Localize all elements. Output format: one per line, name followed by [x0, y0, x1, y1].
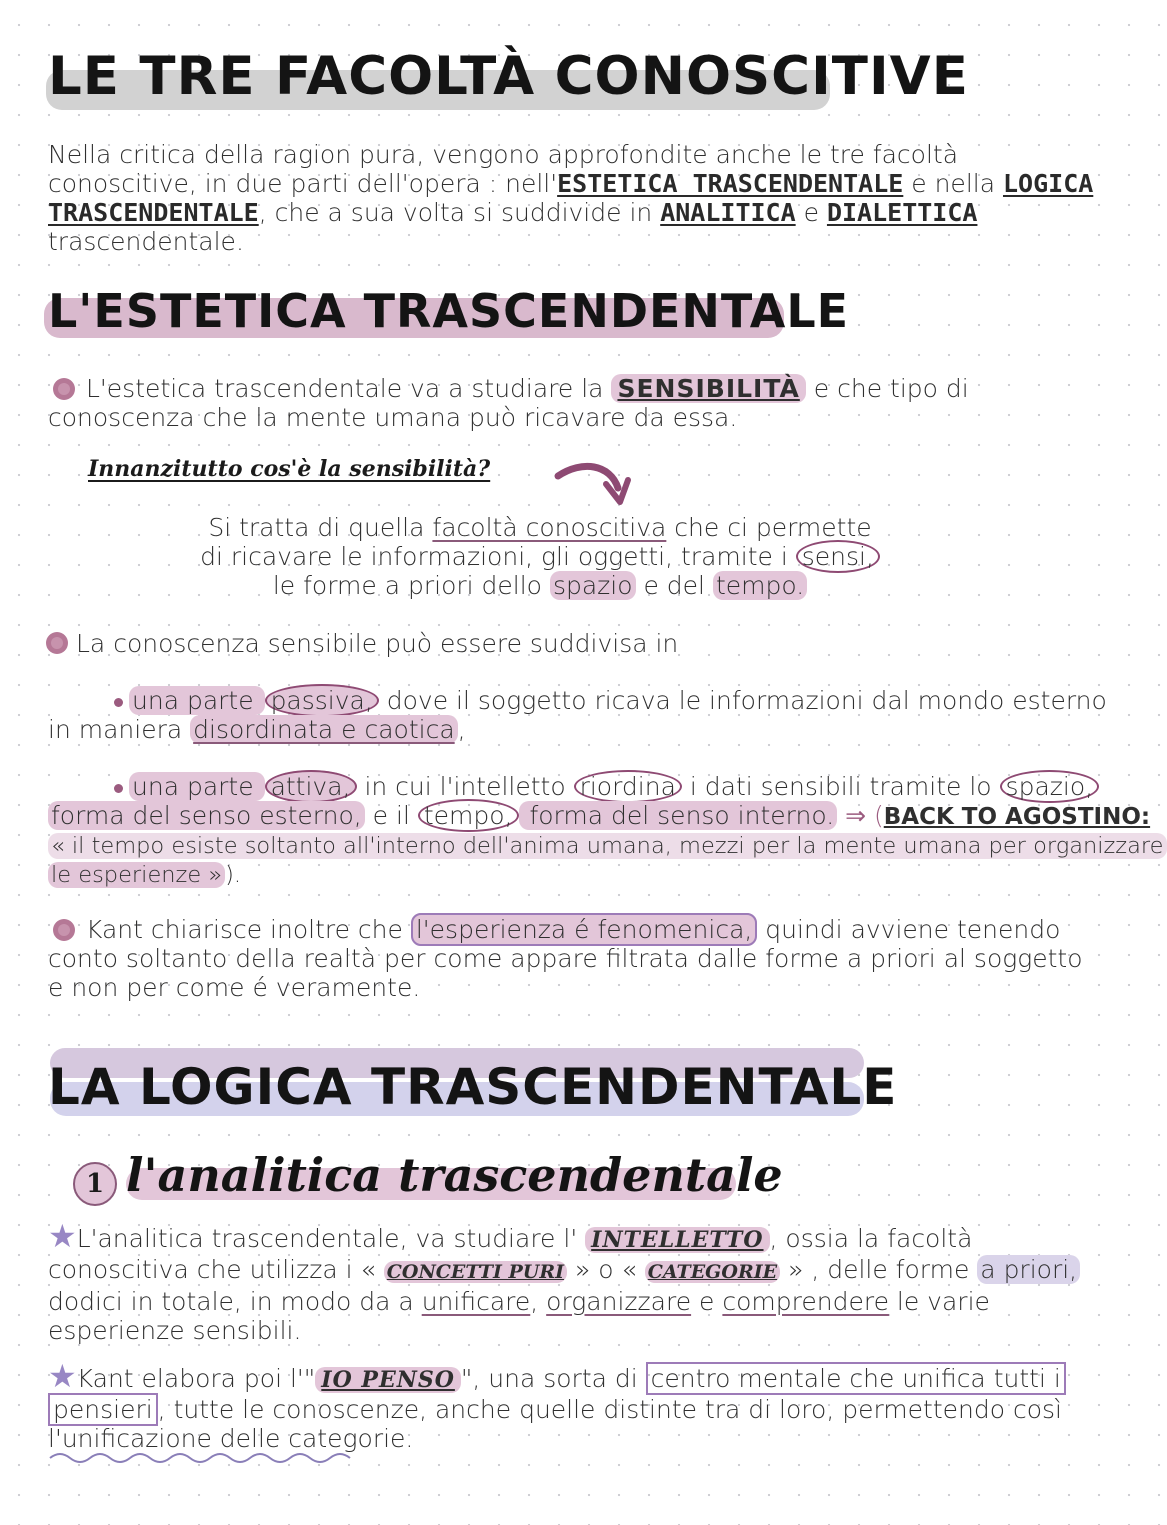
centro-mentale-box: centro mentale che unifica tutti i — [646, 1362, 1066, 1395]
tempo-circled: tempo, — [418, 799, 519, 832]
star-icon: ★ — [48, 1217, 77, 1255]
intro-line-4: trascendentale. — [48, 227, 244, 256]
bullet-icon — [46, 632, 68, 654]
estetica-heading: L'ESTETICA TRASCENDENTALE — [48, 284, 850, 338]
term-dialettica: DIALETTICA — [826, 198, 978, 227]
spazio-circled: spazio, — [1000, 770, 1100, 803]
sensibilita-definition: Si tratta di quella facoltà conoscitiva che ci permette di ricavare le informazioni, gli oggetti, tramite i sensi, le forme a priori dello spazio e del tempo. — [160, 513, 920, 600]
back-to-agostino: BACK TO AGOSTINO: — [883, 804, 1151, 830]
estetica-paragraph-1: L'estetica trascendentale va a studiare la SENSIBILITÀ e che tipo di conoscenza che la mente umana può ricavare da essa. — [48, 374, 969, 432]
term-concetti-puri: CONCETTI PURI — [384, 1261, 567, 1283]
sub-bullet-icon — [114, 698, 123, 707]
facolta-conoscitiva: facoltà conoscitiva — [432, 513, 667, 542]
pensieri-box: pensieri — [48, 1393, 158, 1426]
term-sensibilita: SENSIBILITÀ — [611, 374, 805, 403]
term-trascendentale: TRASCENDENTALE — [48, 198, 259, 227]
attiva-circled: attiva, — [265, 770, 357, 803]
page-title: LE TRE FACOLTÀ CONOSCITIVE — [48, 46, 969, 107]
intro-line-2: conoscitive, in due parti dell'opera : nell'ESTETICA TRASCENDENTALE e nella LOGICA — [48, 169, 1094, 198]
sub-bullet-icon — [114, 784, 123, 793]
sensi-circled: sensi, — [796, 540, 880, 573]
term-intelletto: INTELLETTO — [585, 1227, 769, 1253]
curved-arrow-icon — [552, 458, 632, 508]
question-heading: Innanzitutto cos'è la sensibilità? — [88, 456, 491, 482]
estetica-paragraph-2: La conoscenza sensibile può essere suddivisa in — [76, 629, 679, 658]
section-number-icon: 1 — [73, 1162, 117, 1206]
estetica-paragraph-3: Kant chiarisce inoltre che l'esperienza é fenomenica, quindi avviene tenendo conto soltanto della realtà per come appare filtrata dalle forme a priori al soggetto e non per come é veramente. — [48, 915, 1083, 1002]
riordina-circled: riordina — [574, 770, 682, 803]
term-io-penso: IO PENSO — [315, 1367, 461, 1393]
analitica-paragraph-2: ★Kant elabora poi l'" IO PENSO ", una sorta di centro mentale che unifica tutti i pensieri , tutte le conoscenze, anche quelle distinte tra di loro, permettendo così l'unificazione delle categorie. — [48, 1362, 1066, 1453]
spazio-highlight: spazio — [550, 571, 636, 600]
analitica-paragraph-1: ★L'analitica trascendentale, va studiare l' INTELLETTO , ossia la facoltà conoscitiva che utilizza i « CONCETTI PURI » o « CATEGORIE » , delle forme a priori, dodici in totale, in modo da a unificare, organizzare e comprendere le varie esperienze sensibili. — [48, 1222, 1080, 1345]
disordinata-highlight: disordinata e caotica — [190, 715, 458, 744]
intro-paragraph — [48, 140, 1093, 256]
wavy-underline — [48, 1448, 368, 1466]
term-estetica: ESTETICA TRASCENDENTALE — [557, 169, 904, 198]
passiva-circled: passiva, — [265, 684, 379, 717]
esperienza-fenomenica-box: l'esperienza é fenomenica, — [411, 913, 758, 946]
parte-attiva: una parte attiva, in cui l'intelletto riordina i dati sensibili tramite lo spazio, forma del senso esterno, e il tempo, forma del senso interno. ⇒ (BACK TO AGOSTINO: « il tempo esiste soltanto all'interno dell'anima umana, mezzi per la mente umana per organizzare le esperienze » ). — [48, 772, 1167, 890]
analitica-subheading: l'analitica trascendentale — [126, 1148, 783, 1202]
parte-passiva: una parte passiva, dove il soggetto ricava le informazioni dal mondo esterno in maniera disordinata e caotica , — [48, 686, 1107, 744]
term-analitica: ANALITICA — [660, 198, 796, 227]
term-categorie: CATEGORIE — [645, 1261, 780, 1283]
star-icon: ★ — [48, 1357, 77, 1395]
term-logica: LOGICA — [1002, 169, 1094, 198]
intro-line-3: TRASCENDENTALE, che a sua volta si suddivide in ANALITICA e DIALETTICA — [48, 198, 978, 227]
logica-heading: LA LOGICA TRASCENDENTALE — [48, 1058, 898, 1116]
intro-line-1: Nella critica della ragion pura, vengono approfondite anche le tre facoltà — [48, 140, 959, 169]
agostino-quote: « il tempo esiste soltanto all'interno dell'anima umana, mezzi per la mente umana per organizzare — [48, 833, 1167, 859]
tempo-highlight: tempo. — [713, 571, 807, 600]
a-priori-highlight: a priori, — [977, 1255, 1080, 1284]
